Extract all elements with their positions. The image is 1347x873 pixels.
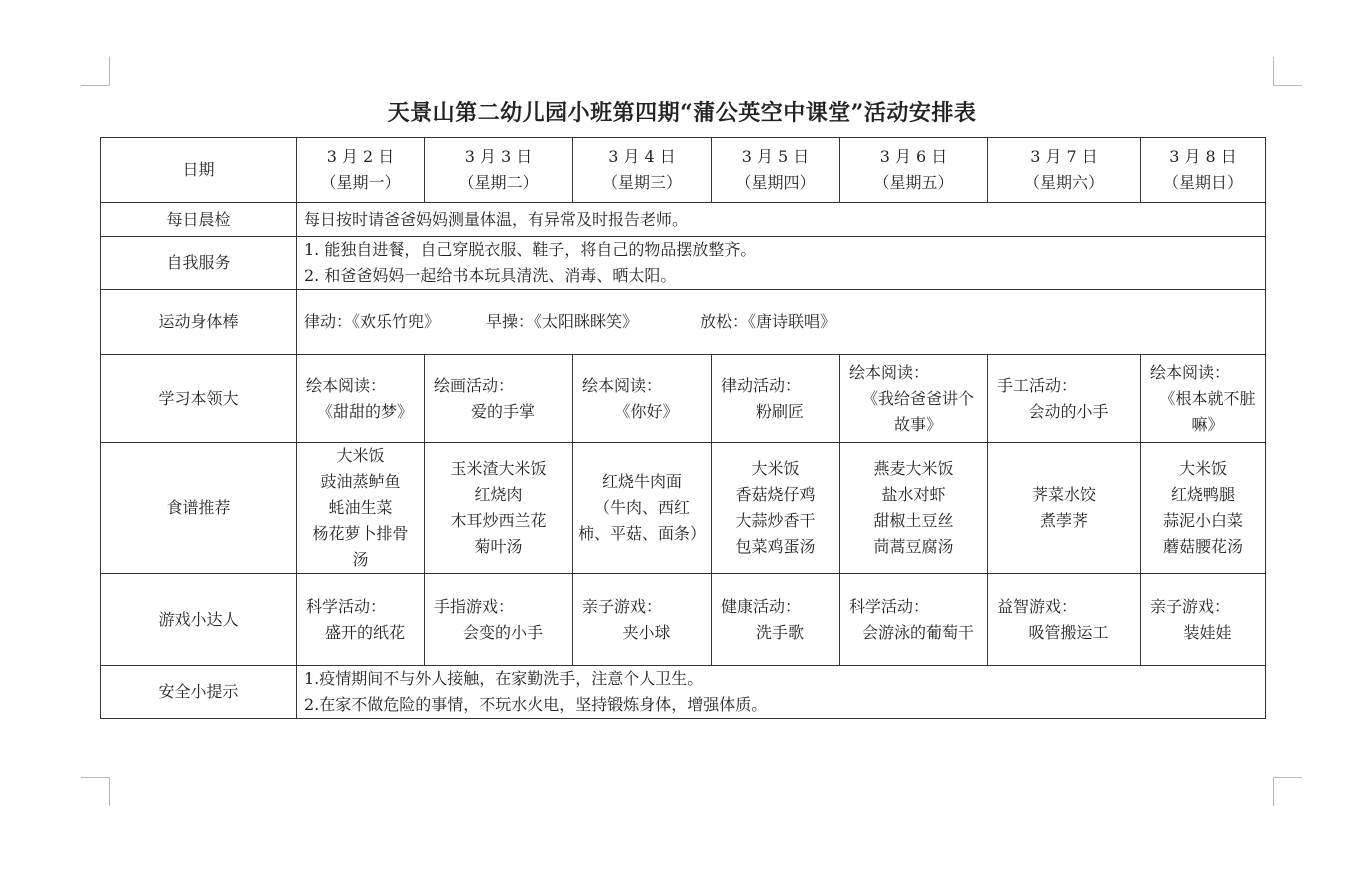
safety-content xyxy=(297,666,1266,719)
activity-name: 会游泳的葡萄干 xyxy=(861,622,974,642)
dish: 杨花萝卜排骨 xyxy=(312,524,409,543)
row-header-learning: 学习本领大 xyxy=(101,355,297,443)
activity-type: 律动活动： xyxy=(721,375,802,395)
learning-cell xyxy=(425,355,573,443)
dish: 大米饭 xyxy=(336,446,385,465)
dish: 红烧牛肉面 xyxy=(601,472,682,491)
learning-row xyxy=(101,355,1266,443)
game-cell xyxy=(573,574,712,666)
activity-type: 手工活动： xyxy=(997,375,1078,395)
day-header xyxy=(840,138,988,203)
day-date: 3 月 8 日 xyxy=(1169,147,1237,166)
day-date: 3 月 3 日 xyxy=(464,147,533,166)
game-cell xyxy=(712,574,840,666)
dish: 红烧肉 xyxy=(474,485,523,504)
dish: 木耳炒西兰花 xyxy=(450,511,547,530)
game-cell xyxy=(297,574,425,666)
safety-line: 2.在家不做危险的事情，不玩水火电，坚持锻炼身体，增强体质。 xyxy=(304,695,768,714)
exercise-content xyxy=(297,290,1266,355)
activity-name: 嘛》 xyxy=(1191,414,1224,434)
activity-type: 绘本阅读： xyxy=(306,375,387,395)
activity-name: 《你好》 xyxy=(614,401,679,421)
dish: 荠菜水饺 xyxy=(1031,485,1096,504)
day-weekday: （星期五） xyxy=(873,173,954,192)
activity-type: 科学活动： xyxy=(306,596,387,616)
row-header-exercise: 运动身体棒 xyxy=(101,290,297,355)
activity-type: 亲子游戏： xyxy=(1150,596,1231,616)
dish: 燕麦大米饭 xyxy=(873,459,954,478)
dish: 包菜鸡蛋汤 xyxy=(735,537,816,556)
page-corner-mark xyxy=(81,57,110,86)
game-cell xyxy=(988,574,1141,666)
recipes-row xyxy=(101,443,1266,574)
activity-name: 夹小球 xyxy=(622,622,671,642)
recipe-cell xyxy=(840,443,988,574)
activity-type: 益智游戏： xyxy=(997,596,1078,616)
dish: 香菇烧仔鸡 xyxy=(735,485,816,504)
dish: 蘑菇腰花汤 xyxy=(1162,537,1243,556)
day-date: 3 月 6 日 xyxy=(879,147,948,166)
dish: （牛肉、西红 xyxy=(593,498,690,517)
recipe-cell xyxy=(297,443,425,574)
day-header xyxy=(425,138,573,203)
exercise-item: 放松：《唐诗联唱》 xyxy=(700,312,837,331)
dish: 茼蒿豆腐汤 xyxy=(873,537,954,556)
dish: 汤 xyxy=(352,550,369,569)
dish: 大米饭 xyxy=(751,459,800,478)
learning-cell xyxy=(712,355,840,443)
game-cell xyxy=(840,574,988,666)
dish: 大米饭 xyxy=(1178,459,1227,478)
row-header-morning-check: 每日晨检 xyxy=(101,203,297,237)
activity-name: 盛开的纸花 xyxy=(324,622,405,642)
recipe-cell xyxy=(573,443,712,574)
exercise-item: 律动：《欢乐竹兜》 xyxy=(304,312,441,331)
activity-name: 洗手歌 xyxy=(755,622,804,642)
activity-type: 绘本阅读： xyxy=(849,362,930,382)
learning-cell xyxy=(840,355,988,443)
dish: 豉油蒸鲈鱼 xyxy=(320,472,401,491)
recipe-cell xyxy=(988,443,1141,574)
activity-type: 科学活动： xyxy=(849,596,930,616)
row-header-safety: 安全小提示 xyxy=(101,666,297,719)
day-date: 3 月 5 日 xyxy=(741,147,810,166)
activity-name: 《我给爸爸讲个 xyxy=(861,388,974,408)
activity-name: 吸管搬运工 xyxy=(1028,622,1109,642)
exercise-row xyxy=(101,290,1266,355)
activity-name: 爱的手掌 xyxy=(470,401,535,421)
activity-type: 手指游戏： xyxy=(434,596,515,616)
safety-row xyxy=(101,666,1266,719)
day-header xyxy=(1141,138,1266,203)
activity-type: 健康活动： xyxy=(721,596,802,616)
activity-name: 故事》 xyxy=(893,414,942,434)
day-date: 3 月 2 日 xyxy=(326,147,395,166)
learning-cell xyxy=(1141,355,1266,443)
recipe-cell xyxy=(712,443,840,574)
learning-cell xyxy=(573,355,712,443)
activity-name: 《甜甜的梦》 xyxy=(316,401,413,421)
day-weekday: （星期六） xyxy=(1023,173,1104,192)
safety-line: 1.疫情期间不与外人接触，在家勤洗手，注意个人卫生。 xyxy=(304,669,704,688)
dish: 菊叶汤 xyxy=(474,537,523,556)
day-weekday: （星期一） xyxy=(320,173,401,192)
date-row xyxy=(101,138,1266,203)
dish: 大蒜炒香干 xyxy=(735,511,816,530)
activity-name: 会变的小手 xyxy=(462,622,543,642)
activity-name: 粉刷匠 xyxy=(755,401,804,421)
self-service-row xyxy=(101,237,1266,290)
activity-name: 《根本就不脏 xyxy=(1159,388,1256,408)
day-weekday: （星期四） xyxy=(735,173,816,192)
day-header xyxy=(988,138,1141,203)
day-header xyxy=(573,138,712,203)
dish: 盐水对虾 xyxy=(881,485,946,504)
row-header-games: 游戏小达人 xyxy=(101,574,297,666)
learning-cell xyxy=(297,355,425,443)
day-weekday: （星期三） xyxy=(601,173,682,192)
dish: 柿、平菇、面条） xyxy=(577,524,706,543)
self-service-line: 1. 能独自进餐，自己穿脱衣服、鞋子，将自己的物品摆放整齐。 xyxy=(304,240,757,259)
page-corner-mark xyxy=(1273,777,1302,806)
dish: 蒜泥小白菜 xyxy=(1162,511,1243,530)
day-date: 3 月 4 日 xyxy=(608,147,676,166)
activity-type: 亲子游戏： xyxy=(582,596,663,616)
game-cell xyxy=(1141,574,1266,666)
recipe-cell xyxy=(425,443,573,574)
dish: 玉米渣大米饭 xyxy=(450,459,547,478)
learning-cell xyxy=(988,355,1141,443)
self-service-line: 2. 和爸爸妈妈一起给书本玩具清洗、消毒、晒太阳。 xyxy=(304,266,677,285)
activity-type: 绘本阅读： xyxy=(582,375,663,395)
game-cell xyxy=(425,574,573,666)
activity-schedule-table xyxy=(100,137,1266,719)
exercise-item: 早操：《太阳眯眯笑》 xyxy=(486,312,639,331)
day-header xyxy=(297,138,425,203)
page-corner-mark xyxy=(81,777,110,806)
activity-type: 绘画活动： xyxy=(434,375,515,395)
day-header xyxy=(712,138,840,203)
day-weekday: （星期日） xyxy=(1162,173,1243,192)
document-title: 天景山第二幼儿园小班第四期“蒲公英空中课堂”活动安排表 xyxy=(387,100,977,126)
activity-name: 会动的小手 xyxy=(1028,401,1109,421)
dish: 蚝油生菜 xyxy=(328,498,393,517)
morning-check-row xyxy=(101,203,1266,237)
row-header-self-service: 自我服务 xyxy=(101,237,297,290)
page-corner-mark xyxy=(1273,57,1302,86)
dish: 煮荸荠 xyxy=(1039,511,1088,530)
dish: 红烧鸭腿 xyxy=(1170,485,1235,504)
row-header-date: 日期 xyxy=(101,138,297,203)
dish: 甜椒土豆丝 xyxy=(873,511,954,530)
day-weekday: （星期二） xyxy=(458,173,539,192)
activity-name: 装娃娃 xyxy=(1183,622,1232,642)
day-date: 3 月 7 日 xyxy=(1030,147,1098,166)
games-row xyxy=(101,574,1266,666)
recipe-cell xyxy=(1141,443,1266,574)
self-service-content xyxy=(297,237,1266,290)
row-header-recipes: 食谱推荐 xyxy=(101,443,297,574)
morning-check-text: 每日按时请爸爸妈妈测量体温，有异常及时报告老师。 xyxy=(297,203,1266,237)
activity-type: 绘本阅读： xyxy=(1150,362,1231,382)
